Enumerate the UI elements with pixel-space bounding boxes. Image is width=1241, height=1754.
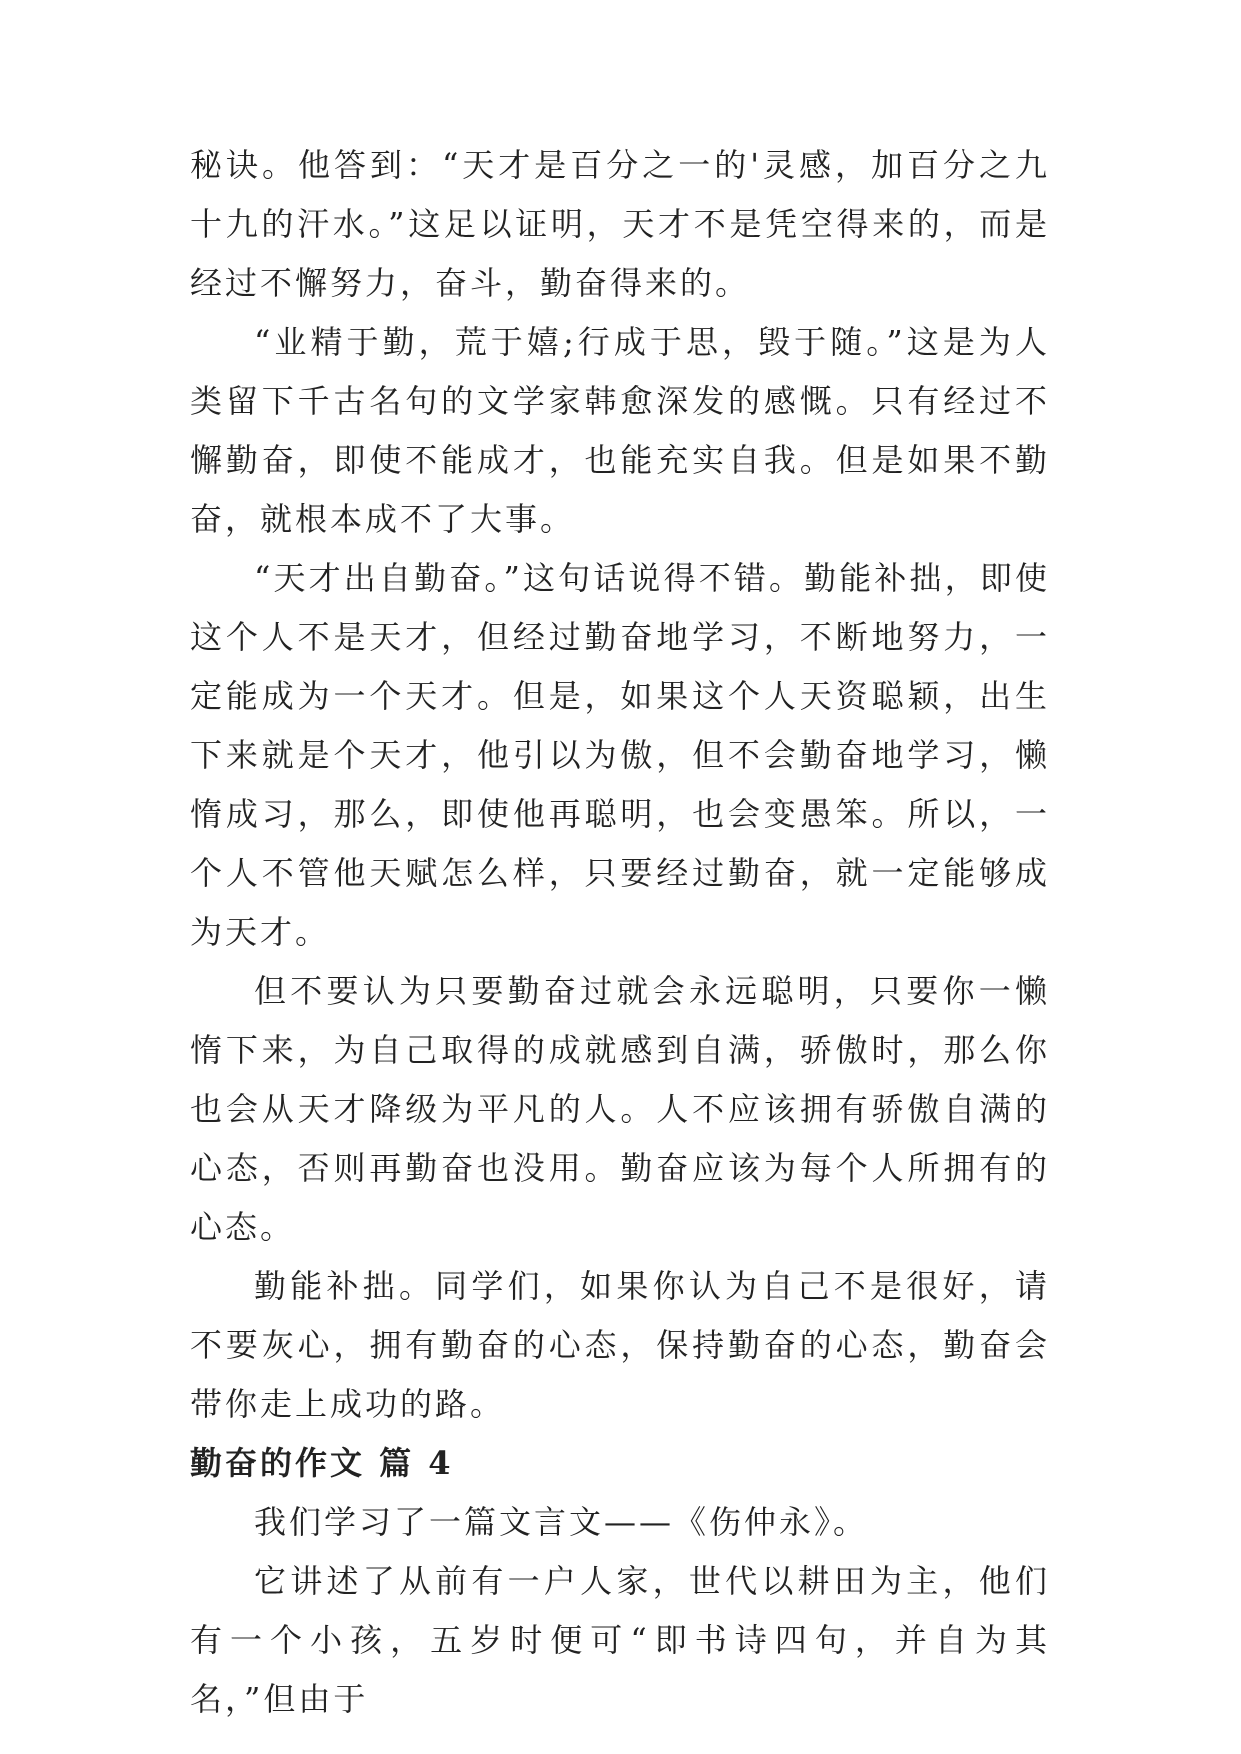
- document-page: [190, 136, 1050, 1729]
- paragraph-2: “业精于勤，荒于嬉;行成于思，毁于随。”这是为人类留下千古名句的文学家韩愈深发的感慨。只有经过不懈勤奋，即使不能成才，也能充实自我。但是如果不勤奋，就根本成不了大事。: [190, 323, 1050, 538]
- paragraph-4: 但不要认为只要勤奋过就会永远聪明，只要你一懒惰下来，为自己取得的成就感到自满，骄傲时，那么你也会从天才降级为平凡的人。人不应该拥有骄傲自满的心态，否则再勤奋也没用。勤奋应该为每个人所拥有的心态。: [190, 972, 1050, 1246]
- paragraph-7: 它讲述了从前有一户人家，世代以耕田为主，他们有一个小孩，五岁时便可“即书诗四句，并自为其名，”但由于: [190, 1562, 1050, 1718]
- paragraph-5: 勤能补拙。同学们，如果你认为自己不是很好，请不要灰心，拥有勤奋的心态，保持勤奋的心态，勤奋会带你走上成功的路。: [190, 1267, 1050, 1423]
- paragraph-3: “天才出自勤奋。”这句话说得不错。勤能补拙，即使这个人不是天才，但经过勤奋地学习，不断地努力，一定能成为一个天才。但是，如果这个人天资聪颖，出生下来就是个天才，他引以为傲，但不会勤奋地学习，懒惰成习，那么，即使他再聪明，也会变愚笨。所以，一个人不管他天赋怎么样，只要经过勤奋，就一定能够成为天才。: [190, 559, 1050, 951]
- paragraph-1: 秘诀。他答到：“天才是百分之一的'灵感，加百分之九十九的汗水。”这足以证明，天才不是凭空得来的，而是经过不懈努力，奋斗，勤奋得来的。: [190, 146, 1050, 302]
- section-heading: 勤奋的作文 篇 4: [190, 1444, 454, 1482]
- paragraph-6: 我们学习了一篇文言文——《伤仲永》。: [254, 1503, 869, 1541]
